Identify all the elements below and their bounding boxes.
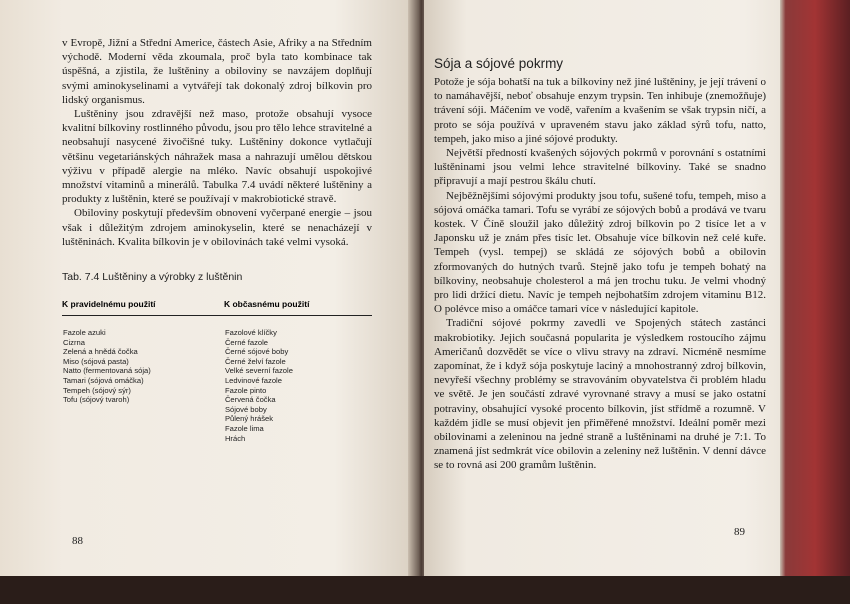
- list-item: Fazole azuki: [63, 328, 106, 338]
- legumes-table: [62, 293, 372, 444]
- table-column-occasional: [224, 316, 372, 445]
- list-item: Sójové boby: [224, 404, 267, 414]
- right-paragraph-2: Největší předností kvašených sójových pokrmů v porovnání s ostatními luštěninami jsou velmi lehce stravitelné bílkoviny. Také se snadno připravují a mají pestrou škálu chutí.: [434, 147, 766, 188]
- left-paragraph-1: v Evropě, Jižní a Střední Americe, částech Asie, Afriky a na Středním východě. Moderní věda zkoumala, proč byla tato kombinace tak úspěšná, a zjistila, že luštěniny a obiloviny se navzájem doplňují svými aminokyselinami a vytvářejí tak dokonalý zdroj bílkovin pro lidský organismus.: [62, 37, 372, 106]
- list-item: Velké severní fazole: [224, 366, 293, 376]
- list-item: Fazole lima: [224, 423, 264, 433]
- table-header-occasional: K občasnému použití: [224, 293, 372, 316]
- page-number-right: 89: [734, 526, 745, 538]
- list-item: Tempeh (sójový sýr): [63, 385, 131, 395]
- list-item: Natto (fermentovaná sója): [63, 366, 151, 376]
- list-item: Půlený hrášek: [224, 414, 274, 424]
- left-page: [0, 0, 418, 604]
- list-item: Červená čočka: [224, 395, 276, 405]
- left-paragraph-3: Obiloviny poskytují především obnovení vyčerpané energie – jsou však i důležitým zdrojem aminokyselin, které se nenacházejí v luštěninách. Kvalita bílkovin je v obilovinách také velmi vysoká.: [62, 207, 372, 248]
- table-caption: Tab. 7.4 Luštěniny a výrobky z luštěnin: [62, 271, 243, 284]
- list-item: Hrách: [224, 433, 246, 443]
- page-number-left: 88: [72, 535, 83, 547]
- list-item: Tofu (sójový tvaroh): [63, 395, 130, 405]
- table-header-regular: K pravidelnému použití: [62, 293, 224, 316]
- right-paragraph-1: Potože je sója bohatší na tuk a bílkoviny než jiné luštěniny, je její trávení o to namáhavější, neboť obsahuje enzym trypsin. Ten inhibuje (znemožňuje) trávení sóji. Máčením ve vodě, vařením a kvašením se však trypsin ničí, a proto se sója používá v upraveném stavu jako základ sýrů tofu, natto, tempeh, jako miso a jiné sójové produkty.: [434, 76, 766, 145]
- list-item: Ledvinové fazole: [224, 376, 282, 386]
- list-item: Černé sójové boby: [224, 347, 289, 357]
- right-paragraph-4: Tradiční sójové pokrmy zavedli ve Spojených státech zastánci makrobiotiky. Jejich současná popularita je výsledkem rostoucího zájmu Američanů dozvědět se více o vlivu stravy na zdraví. Nicméně nesmíme zapomínat, že i když sója poskytuje laciný a mnohostranný zdroj bílkovin, nevyřeší všechny problémy se stravováním obyvatelstva či problém hladu ve světě. Je jen součástí zdravé vyrovnané stravy a musí se jako ostatní potraviny, obsahující vysoké procento bílkovin, jíst střídmě a rozumně. V každém jídle se musí objevit jen přiměřené množství. Ideální poměr mezi obilovinami a zeleninou na jedné straně a luštěninami na druhé je 7:1. To znamená jíst sedmkrát více obilovin a zeleniny než luštěnin. V denní dávce se to rovná asi 200 gramům luštěnin.: [434, 317, 766, 472]
- list-item: Zelená a hnědá čočka: [63, 347, 138, 357]
- list-item: Fazolové klíčky: [224, 328, 277, 338]
- list-item: Miso (sójová pasta): [63, 356, 129, 366]
- list-item: Cizrna: [63, 337, 85, 347]
- right-paragraph-3: Nejběžnějšími sójovými produkty jsou tofu, sušené tofu, tempeh, miso a sójová omáčka tamari. Tofu se vyrábí ze sójových bobů a prodává ve tvaru kostek. V Číně sloužil jako důležitý zdroj bílkovin po 2 tisíce let a v Japonsku už je znám přes tisíc let. Obsahuje více bílkovin než celé kuře. Tempeh (vysl. tempej) se skládá ze sójových bobů a obilovin zformovaných do hutných tvarů. Stejně jako tofu je tempeh bohatý na bílkoviny, neobsahuje cholesterol a má jen trochu tuku. Je velmi vhodný pro lidi držící dietu. Navíc je tempeh nejbohatším zdrojem vitaminu B12. O polévce miso a omáčce tamari více v následující kapitole.: [434, 189, 766, 316]
- right-page: [424, 0, 780, 604]
- list-item: Tamari (sójová omáčka): [63, 376, 144, 386]
- book-edge: [780, 0, 850, 604]
- list-item: Černé fazole: [224, 337, 269, 347]
- table-surface: [0, 576, 850, 604]
- list-item: Černé želví fazole: [224, 356, 286, 366]
- left-paragraph-2: Luštěniny jsou zdravější než maso, protože obsahují vysoce kvalitní bílkoviny rostlinného původu, jsou pro tělo lehce stravitelné a neobsahují nasycené živočišné tuky. Luštěniny dokonce vytlačují většinu vegetariánských náhražek masa a nahrazují umělou dětskou výživu v případě alergie na mléko. Navíc obsahují uspokojivé množství vitaminů a minerálů. Tabulka 7.4 uvádí některé luštěniny a produkty z luštěnin, které se používají v makrobiotické stravě.: [62, 108, 372, 206]
- section-title: Sója a sójové pokrmy: [434, 56, 564, 71]
- table-column-regular: [62, 316, 224, 445]
- list-item: Fazole pinto: [224, 385, 267, 395]
